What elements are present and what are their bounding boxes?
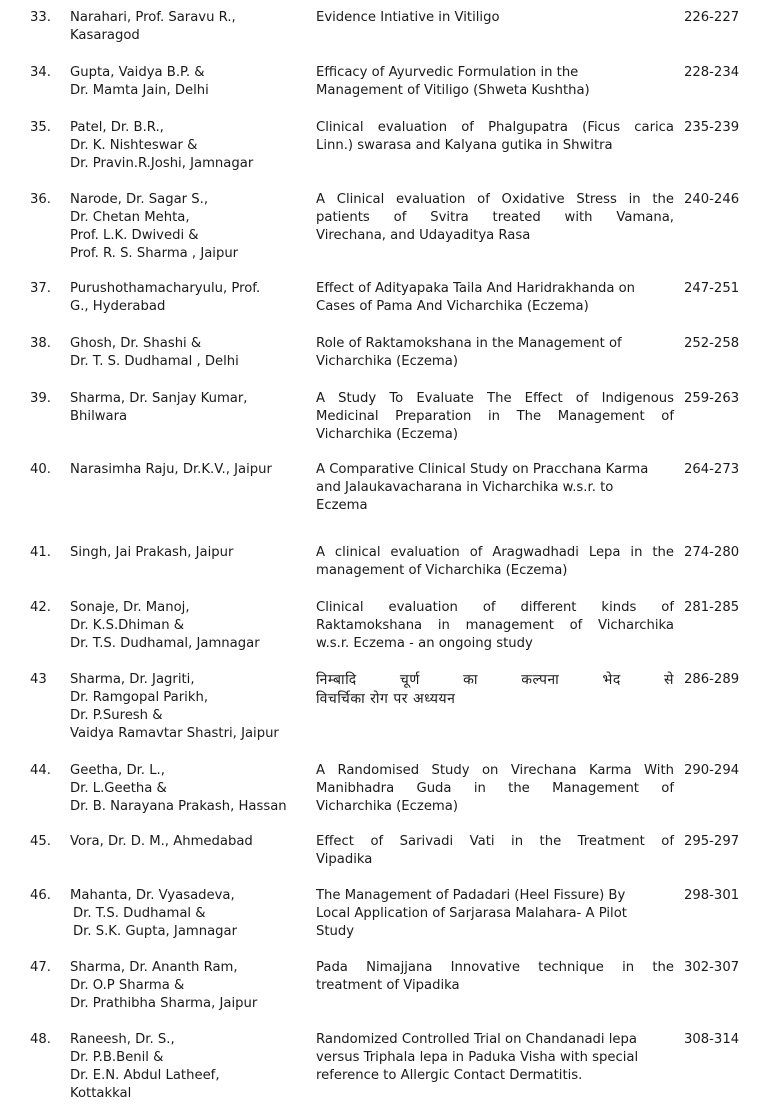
title-line: Vicharchika (Eczema) (316, 427, 459, 442)
page-range: 235-239 (684, 120, 740, 135)
author-line: Dr. Ramgopal Parikh, (70, 690, 209, 705)
author-line: Sharma, Dr. Sanjay Kumar, (70, 391, 248, 406)
title-line: Manibhadra Guda in the Management of (316, 781, 674, 796)
page-range: 281-285 (684, 600, 740, 615)
author-line: Narode, Dr. Sagar S., (70, 192, 209, 207)
author-line: Kottakkal (70, 1086, 132, 1101)
author-line: Prof. L.K. Dwivedi & (70, 228, 199, 243)
entry-authors (70, 390, 308, 426)
author-line: Bhilwara (70, 409, 128, 424)
page-range: 290-294 (684, 763, 740, 778)
entry-authors (70, 1031, 308, 1103)
page-range: 298-301 (684, 888, 740, 903)
title-line: reference to Allergic Contact Dermatitis. (316, 1068, 583, 1083)
author-line: Narahari, Prof. Saravu R., (70, 10, 236, 25)
entry-number: 35. (30, 120, 51, 135)
entry-number: 39. (30, 391, 51, 406)
page-range: 252-258 (684, 336, 740, 351)
author-line: Dr. Chetan Mehta, (70, 210, 190, 225)
title-line: versus Triphala lepa in Paduka Visha with special (316, 1050, 639, 1065)
title-line: Clinical evaluation of Phalgupatra (Ficus carica (316, 120, 674, 135)
entry-title (316, 1031, 674, 1085)
author-line: Ghosh, Dr. Shashi & (70, 336, 202, 351)
author-line: Kasaragod (70, 28, 140, 43)
entry-title (316, 599, 674, 653)
entry-authors (70, 833, 308, 851)
entry-number: 42. (30, 600, 51, 615)
entry-title (316, 762, 674, 816)
title-line: A Study To Evaluate The Effect of Indigenous (316, 391, 674, 406)
title-line: Virechana, and Udayaditya Rasa (316, 228, 531, 243)
entry-authors (70, 280, 308, 316)
entry-authors (70, 335, 308, 371)
page-range: 240-246 (684, 192, 740, 207)
entry-number: 41. (30, 545, 51, 560)
page-range: 274-280 (684, 545, 740, 560)
entry-number: 48. (30, 1032, 51, 1047)
page-range: 302-307 (684, 960, 740, 975)
entry-title (316, 119, 674, 155)
entry-title (316, 959, 674, 995)
title-line: treatment of Vipadika (316, 978, 460, 993)
entry-title (316, 280, 674, 316)
entry-number: 43 (30, 672, 47, 687)
entry-number: 45. (30, 834, 51, 849)
title-line: Management of Vitiligo (Shweta Kushtha) (316, 83, 590, 98)
author-line: Dr. O.P Sharma & (70, 978, 185, 993)
title-line: Efficacy of Ayurvedic Formulation in the (316, 65, 579, 80)
author-line: Dr. T.S. Dudhamal, Jamnagar (70, 636, 260, 651)
author-line: Dr. T. S. Dudhamal , Delhi (70, 354, 239, 369)
entry-number: 40. (30, 462, 51, 477)
entry-authors (70, 959, 308, 1013)
entry-title (316, 887, 674, 941)
author-line: Vora, Dr. D. M., Ahmedabad (70, 834, 253, 849)
entry-number: 37. (30, 281, 51, 296)
entry-number: 46. (30, 888, 51, 903)
author-line: Dr. P.Suresh & (70, 708, 163, 723)
title-line: Vipadika (316, 852, 373, 867)
title-line: patients of Svitra treated with Vamana, (316, 210, 674, 225)
page-range: 228-234 (684, 65, 740, 80)
author-line: Dr. K.S.Dhiman & (70, 618, 185, 633)
entry-title (316, 64, 674, 100)
title-line: A Randomised Study on Virechana Karma With (316, 763, 674, 778)
entry-title (316, 335, 674, 371)
author-line: Dr. E.N. Abdul Latheef, (70, 1068, 220, 1083)
author-line: Dr. B. Narayana Prakash, Hassan (70, 799, 287, 814)
entry-number: 38. (30, 336, 51, 351)
author-line: Geetha, Dr. L., (70, 763, 165, 778)
title-line: Medicinal Preparation in The Management of (316, 409, 674, 424)
entry-title (316, 9, 674, 27)
page-range: 308-314 (684, 1032, 740, 1047)
author-line: Dr. L.Geetha & (70, 781, 167, 796)
entry-number: 44. (30, 763, 51, 778)
entry-title (316, 671, 674, 709)
title-line: Effect of Sarivadi Vati in the Treatment of (316, 834, 674, 849)
title-line: A Clinical evaluation of Oxidative Stress in the (316, 192, 674, 207)
title-line: Pada Nimajjana Innovative technique in the (316, 960, 674, 975)
title-line: Local Application of Sarjarasa Malahara- A Pilot (316, 906, 627, 921)
title-line: Clinical evaluation of different kinds of (316, 600, 674, 615)
title-line: Linn.) swarasa and Kalyana gutika in Shwitra (316, 138, 613, 153)
entry-authors (70, 762, 308, 816)
title-line: Vicharchika (Eczema) (316, 354, 459, 369)
author-line: Vaidya Ramavtar Shastri, Jaipur (70, 726, 279, 741)
title-line: Study (316, 924, 355, 939)
author-line: Narasimha Raju, Dr.K.V., Jaipur (70, 462, 272, 477)
title-line: Randomized Controlled Trial on Chandanadi lepa (316, 1032, 637, 1047)
title-line: निम्बादि चूर्ण का कल्पना भेद से (316, 672, 674, 688)
author-line: Sonaje, Dr. Manoj, (70, 600, 190, 615)
entry-authors (70, 119, 308, 173)
author-line: Singh, Jai Prakash, Jaipur (70, 545, 234, 560)
author-line: Dr. Prathibha Sharma, Jaipur (70, 996, 258, 1011)
title-line: Eczema (316, 498, 368, 513)
author-line: Prof. R. S. Sharma , Jaipur (70, 246, 239, 261)
author-line: G., Hyderabad (70, 299, 166, 314)
title-line: Role of Raktamokshana in the Management of (316, 336, 622, 351)
title-line: Effect of Adityapaka Taila And Haridrakhanda on (316, 281, 636, 296)
author-line: Dr. Mamta Jain, Delhi (70, 83, 209, 98)
author-line: Sharma, Dr. Jagriti, (70, 672, 195, 687)
author-line: Dr. K. Nishteswar & (70, 138, 198, 153)
page-range: 247-251 (684, 281, 740, 296)
entry-number: 36. (30, 192, 51, 207)
title-line: विचर्चिका रोग पर अध्ययन (316, 691, 456, 707)
entry-authors (70, 191, 308, 263)
entry-title (316, 833, 674, 869)
entry-authors (70, 671, 308, 743)
page-range: 264-273 (684, 462, 740, 477)
author-line: Raneesh, Dr. S., (70, 1032, 175, 1047)
title-line: Cases of Pama And Vicharchika (Eczema) (316, 299, 589, 314)
entry-number: 47. (30, 960, 51, 975)
page-range: 295-297 (684, 834, 740, 849)
page-range: 259-263 (684, 391, 740, 406)
title-line: management of Vicharchika (Eczema) (316, 563, 568, 578)
title-line: A clinical evaluation of Aragwadhadi Lepa in the (316, 545, 674, 560)
title-line: The Management of Padadari (Heel Fissure) By (316, 888, 626, 903)
author-line: Dr. Pravin.R.Joshi, Jamnagar (70, 156, 254, 171)
author-line: Purushothamacharyulu, Prof. (70, 281, 261, 296)
title-line: Vicharchika (Eczema) (316, 799, 459, 814)
author-line: Mahanta, Dr. Vyasadeva, (70, 888, 235, 903)
entry-authors (70, 9, 308, 45)
entry-authors (70, 64, 308, 100)
entry-title (316, 390, 674, 444)
page-range: 226-227 (684, 10, 740, 25)
author-line: Sharma, Dr. Ananth Ram, (70, 960, 238, 975)
entry-title (316, 191, 674, 245)
title-line: Raktamokshana in management of Vicharchika (316, 618, 674, 633)
entry-title (316, 461, 674, 515)
entry-title (316, 544, 674, 580)
author-line: Dr. T.S. Dudhamal & (73, 906, 206, 921)
entry-authors (70, 887, 308, 941)
entry-authors (70, 599, 308, 653)
title-line: Evidence Intiative in Vitiligo (316, 10, 500, 25)
author-line: Dr. P.B.Benil & (70, 1050, 164, 1065)
title-line: and Jalaukavacharana in Vicharchika w.s.r. to (316, 480, 614, 495)
author-line: Patel, Dr. B.R., (70, 120, 164, 135)
title-line: A Comparative Clinical Study on Pracchana Karma (316, 462, 649, 477)
entry-authors (70, 461, 308, 479)
entry-authors (70, 544, 308, 562)
author-line: Gupta, Vaidya B.P. & (70, 65, 205, 80)
title-line: w.s.r. Eczema - an ongoing study (316, 636, 533, 651)
author-line: Dr. S.K. Gupta, Jamnagar (73, 924, 238, 939)
entry-number: 33. (30, 10, 51, 25)
page-range: 286-289 (684, 672, 740, 687)
entry-number: 34. (30, 65, 51, 80)
